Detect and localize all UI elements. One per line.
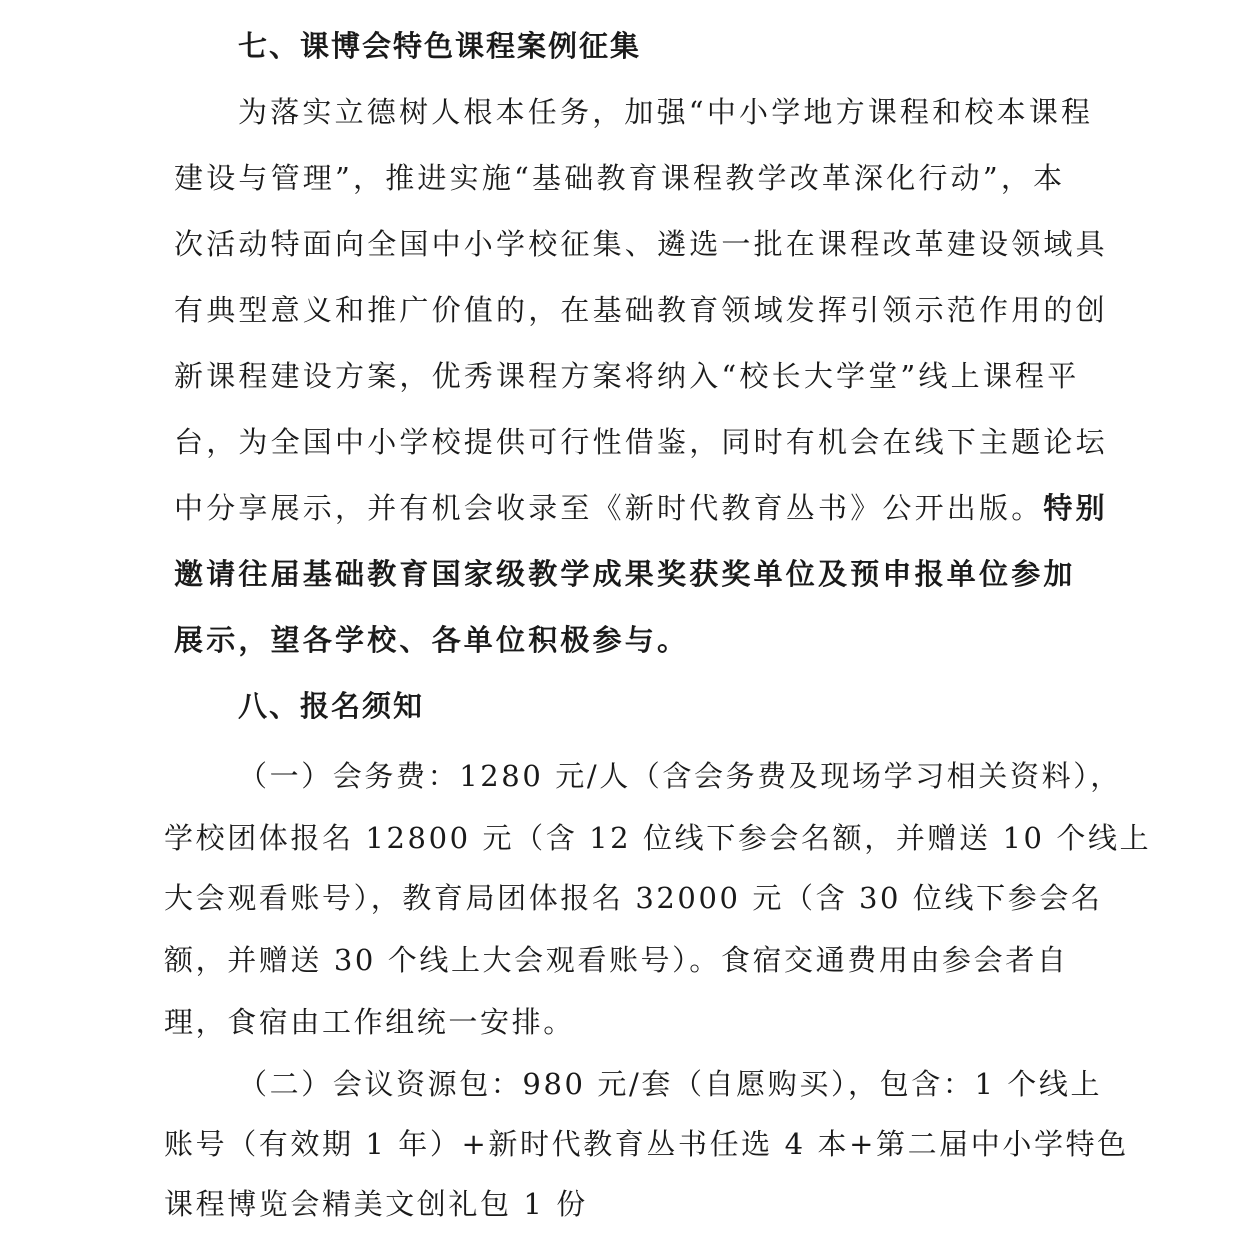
emphasis-line: 邀请往届基础教育国家级教学成果奖获奖单位及预申报单位参加 <box>174 557 1076 591</box>
fee-line: 额，并赠送 30 个线上大会观看账号）。食宿交通费用由参会者自 <box>164 943 1069 977</box>
fee-line: 学校团体报名 12800 元（含 12 位线下参会名额，并赠送 10 个线上 <box>164 821 1152 855</box>
paragraph-line: 台，为全国中小学校提供可行性借鉴，同时有机会在线下主题论坛 <box>174 425 1108 459</box>
package-line: 账号（有效期 1 年）+新时代教育丛书任选 4 本+第二届中小学特色 <box>164 1127 1129 1161</box>
package-line: （二）会议资源包：980 元/套（自愿购买），包含：1 个线上 <box>238 1067 1103 1101</box>
paragraph-line: 建设与管理”，推进实施“基础教育课程教学改革深化行动”，本 <box>174 161 1066 195</box>
section-7-heading: 七、课博会特色课程案例征集 <box>238 29 642 63</box>
emphasis-text: 特别 <box>1043 491 1108 525</box>
paragraph-line: 新课程建设方案，优秀课程方案将纳入“校长大学堂”线上课程平 <box>174 359 1080 393</box>
paragraph-text: 中分享展示，并有机会收录至《新时代教育丛书》公开出版。 <box>174 491 1044 525</box>
paragraph-line: 为落实立德树人根本任务，加强“中小学地方课程和校本课程 <box>238 95 1094 129</box>
fee-line: （一）会务费：1280 元/人（含会务费及现场学习相关资料）， <box>238 759 1122 793</box>
paragraph-line-mixed <box>174 488 1108 528</box>
emphasis-line: 展示，望各学校、各单位积极参与。 <box>174 623 690 657</box>
section-8-heading: 八、报名须知 <box>238 689 425 723</box>
fee-line: 大会观看账号），教育局团体报名 32000 元（含 30 位线下参会名 <box>164 881 1103 915</box>
paragraph-line: 有典型意义和推广价值的，在基础教育领域发挥引领示范作用的创 <box>174 293 1108 327</box>
paragraph-line: 次活动特面向全国中小学校征集、遴选一批在课程改革建设领域具 <box>174 227 1108 261</box>
package-line: 课程博览会精美文创礼包 1 份 <box>164 1187 588 1221</box>
fee-line: 理，食宿由工作组统一安排。 <box>164 1005 575 1039</box>
